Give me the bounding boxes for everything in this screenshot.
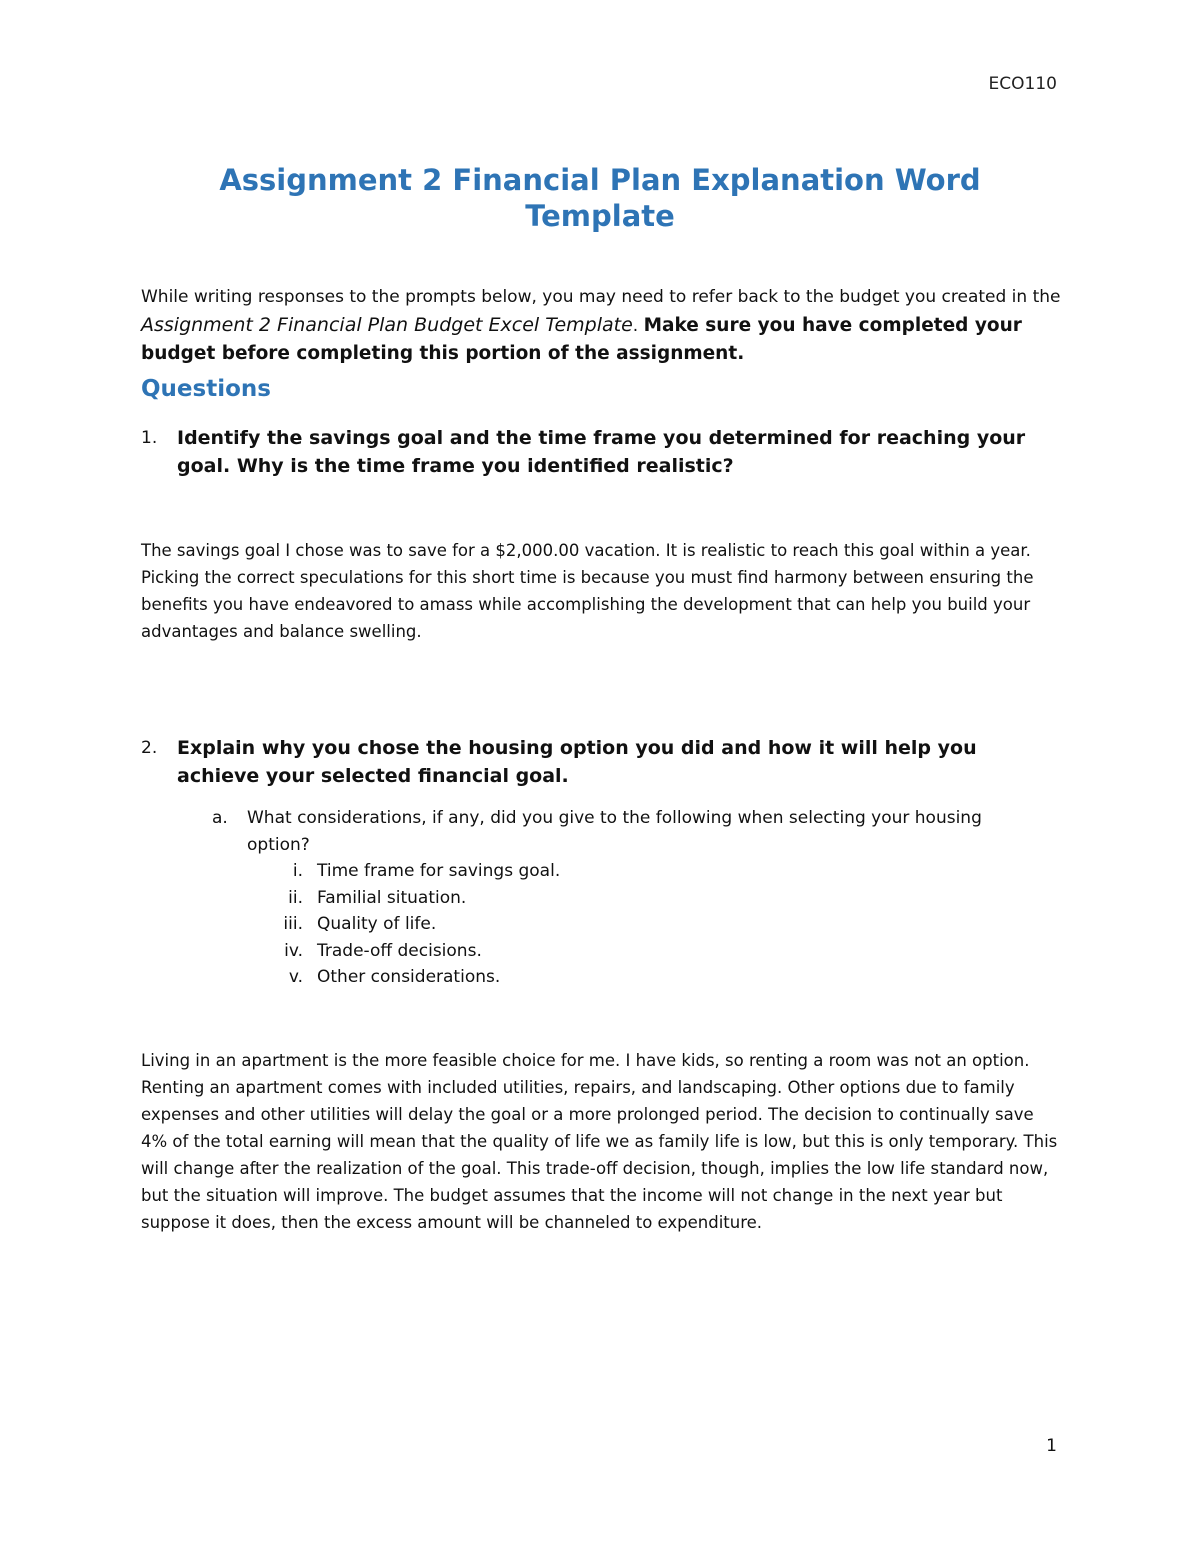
question-number: 2. bbox=[141, 738, 158, 758]
question-text: Explain why you chose the housing option you did and how it will help you achieve your selected financial goal. bbox=[177, 737, 977, 787]
sub-question-a bbox=[212, 805, 1032, 858]
course-code: ECO110 bbox=[988, 74, 1057, 94]
list-marker: ii. bbox=[288, 887, 303, 908]
list-item bbox=[247, 964, 947, 991]
list-item-text: Other considerations. bbox=[317, 967, 501, 987]
question-1 bbox=[141, 424, 1061, 480]
sub-question-marker: a. bbox=[212, 808, 228, 828]
sub-question-text: What considerations, if any, did you give to the following when selecting your housing option? bbox=[247, 808, 982, 855]
list-item-text: Quality of life. bbox=[317, 914, 437, 934]
list-marker: iv. bbox=[284, 940, 303, 961]
intro-template-name: Assignment 2 Financial Plan Budget Excel Template bbox=[141, 313, 633, 336]
list-marker: i. bbox=[292, 861, 303, 881]
list-item-text: Time frame for savings goal. bbox=[317, 861, 561, 881]
list-item bbox=[247, 911, 947, 938]
document-title: Assignment 2 Financial Plan Explanation Word Template bbox=[219, 163, 981, 233]
list-item-text: Trade-off decisions. bbox=[317, 940, 482, 961]
intro-instruction: Make sure you have completed your budget before completing this portion of the assignment. bbox=[141, 314, 1022, 364]
intro-text: While writing responses to the prompts below, you may need to refer back to the budget you created in the bbox=[141, 287, 1061, 307]
list-item bbox=[247, 858, 947, 885]
list-item bbox=[247, 938, 947, 965]
question-2 bbox=[141, 734, 1061, 790]
answer-1: The savings goal I chose was to save for a $2,000.00 vacation. It is realistic to reach this goal within a year. Picking the correct speculations for this short time is because you must find harmony between ensuring the benefits you have endeavored to amass while accomplishing the development that can help you build your advantages and balance swelling. bbox=[141, 541, 1034, 641]
section-heading-questions: Questions bbox=[141, 376, 271, 402]
question-number: 1. bbox=[141, 428, 158, 448]
question-text: Identify the savings goal and the time frame you determined for reaching your goal. Why is the time frame you identified realistic? bbox=[177, 427, 1026, 477]
list-marker: iii. bbox=[283, 914, 303, 934]
list-item-text: Familial situation. bbox=[317, 887, 467, 908]
intro-text-separator: . bbox=[632, 315, 644, 336]
answer-2: Living in an apartment is the more feasible choice for me. I have kids, so renting a room was not an option. Renting an apartment comes with included utilities, repairs, and landscaping. Other options due to family expenses and other utilities will delay the goal or a more prolonged period. The decision to continually save 4% of the total earning will mean that the quality of life we as family life is low, but this is only temporary. This will change after the realization of the goal. This trade-off decision, though, implies the low life standard now, but the situation will improve. The budget assumes that the income will not change in the next year but suppose it does, then the excess amount will be channeled to expenditure. bbox=[141, 1051, 1058, 1232]
intro-paragraph bbox=[141, 284, 1061, 369]
considerations-list bbox=[247, 858, 947, 991]
list-item bbox=[247, 885, 947, 912]
page-number: 1 bbox=[1046, 1436, 1057, 1456]
list-marker: v. bbox=[288, 967, 303, 987]
